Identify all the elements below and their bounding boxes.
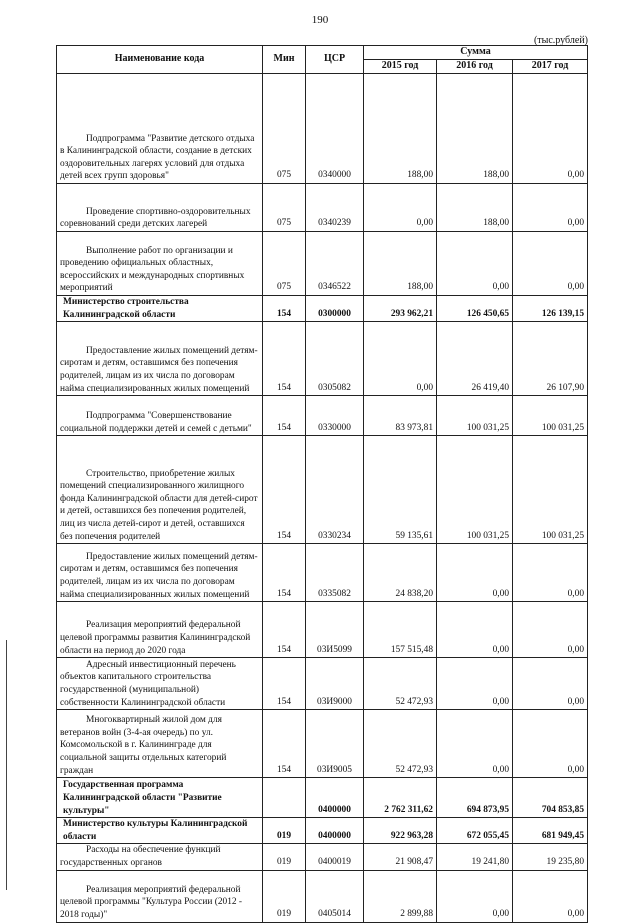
header-name: Наименование кода — [57, 46, 263, 74]
row-value-2017: 0,00 — [513, 710, 588, 778]
row-value-2016: 0,00 — [437, 544, 513, 602]
row-min: 075 — [263, 184, 306, 232]
table-row — [57, 602, 588, 658]
row-csr: 0330000 — [306, 396, 364, 436]
row-value-2017: 0,00 — [513, 74, 588, 184]
row-csr: 0330234 — [306, 436, 364, 544]
row-csr: 0340000 — [306, 74, 364, 184]
row-name: Предоставление жилых помещений детям-сиротам и детям, оставшимся без попечения родителей, лицам из их числа по договорам найма специализированных жилых помещений — [57, 544, 263, 602]
row-csr: 0400000 — [306, 818, 364, 844]
table-row — [57, 322, 588, 396]
row-min: 075 — [263, 232, 306, 296]
units-label: (тыс.рублей) — [533, 35, 588, 46]
row-value-2016: 0,00 — [437, 658, 513, 710]
table-row — [57, 710, 588, 778]
page-number: 190 — [311, 14, 329, 26]
header-sum: Сумма — [364, 46, 588, 60]
row-value-2015: 0,00 — [364, 184, 437, 232]
row-min: 154 — [263, 658, 306, 710]
row-csr: 03И9005 — [306, 710, 364, 778]
row-value-2016: 126 450,65 — [437, 296, 513, 322]
row-min: 154 — [263, 396, 306, 436]
row-min: 019 — [263, 818, 306, 844]
row-value-2015: 188,00 — [364, 74, 437, 184]
row-value-2017: 681 949,45 — [513, 818, 588, 844]
row-min: 154 — [263, 710, 306, 778]
row-csr: 0340239 — [306, 184, 364, 232]
row-value-2017: 0,00 — [513, 658, 588, 710]
header-2016: 2016 год — [437, 60, 513, 74]
row-value-2017: 19 235,80 — [513, 844, 588, 870]
row-name: Подпрограмма "Развитие детского отдыха в Калининградской области, создание в детских оздоровительных лагерях условий для отдыха детей всех групп здоровья" — [57, 74, 263, 184]
row-value-2015: 59 135,61 — [364, 436, 437, 544]
row-value-2017: 126 139,15 — [513, 296, 588, 322]
table-row — [57, 778, 588, 818]
row-name: Подпрограмма "Совершенствование социальной поддержки детей и семей с детьми" — [57, 396, 263, 436]
row-value-2015: 922 963,28 — [364, 818, 437, 844]
row-value-2015: 21 908,47 — [364, 844, 437, 870]
header-2017: 2017 год — [513, 60, 588, 74]
row-value-2016: 100 031,25 — [437, 396, 513, 436]
header-min: Мин — [263, 46, 306, 74]
row-csr: 03И5099 — [306, 602, 364, 658]
row-value-2017: 0,00 — [513, 184, 588, 232]
row-name: Расходы на обеспечение функций государственных органов — [57, 844, 263, 870]
table-row — [57, 184, 588, 232]
row-name: Министерство культуры Калининградской области — [57, 818, 263, 844]
table-row — [57, 544, 588, 602]
row-csr: 0400019 — [306, 844, 364, 870]
table-body — [57, 74, 588, 923]
row-value-2017: 0,00 — [513, 232, 588, 296]
row-name: Министерство строительства Калининградской области — [57, 296, 263, 322]
row-min: 154 — [263, 296, 306, 322]
table-row — [57, 74, 588, 184]
row-value-2016: 100 031,25 — [437, 436, 513, 544]
row-name: Предоставление жилых помещений детям-сиротам и детям, оставшимся без попечения родителей, лицам из их числа по договорам найма специализированных жилых помещений — [57, 322, 263, 396]
row-value-2015: 2 762 311,62 — [364, 778, 437, 818]
row-value-2017: 0,00 — [513, 544, 588, 602]
row-csr: 0400000 — [306, 778, 364, 818]
row-value-2017: 704 853,85 — [513, 778, 588, 818]
table-row — [57, 436, 588, 544]
row-value-2015: 52 472,93 — [364, 710, 437, 778]
row-name: Государственная программа Калининградской области "Развитие культуры" — [57, 778, 263, 818]
row-name: Адресный инвестиционный перечень объектов капитального строительства государственной (муниципальной) собственности Калининградской области — [57, 658, 263, 710]
row-min: 154 — [263, 602, 306, 658]
row-csr: 0405014 — [306, 870, 364, 922]
row-csr: 03И9000 — [306, 658, 364, 710]
row-min: 019 — [263, 870, 306, 922]
row-min: 154 — [263, 544, 306, 602]
row-min: 154 — [263, 322, 306, 396]
row-value-2017: 100 031,25 — [513, 396, 588, 436]
row-value-2016: 26 419,40 — [437, 322, 513, 396]
row-value-2016: 0,00 — [437, 710, 513, 778]
row-value-2015: 2 899,88 — [364, 870, 437, 922]
row-csr: 0346522 — [306, 232, 364, 296]
row-value-2017: 26 107,90 — [513, 322, 588, 396]
row-value-2015: 157 515,48 — [364, 602, 437, 658]
row-csr: 0300000 — [306, 296, 364, 322]
row-value-2016: 694 873,95 — [437, 778, 513, 818]
row-name: Строительство, приобретение жилых помещений специализированного жилищного фонда Калининградской области для детей-сирот и детей, оставшихся без попечения родителей, лиц из числа детей-сирот и детей, оставшихся без попечения родителей — [57, 436, 263, 544]
row-value-2015: 83 973,81 — [364, 396, 437, 436]
row-value-2015: 24 838,20 — [364, 544, 437, 602]
row-min: 075 — [263, 74, 306, 184]
header-2015: 2015 год — [364, 60, 437, 74]
table-row — [57, 296, 588, 322]
row-csr: 0305082 — [306, 322, 364, 396]
row-value-2015: 52 472,93 — [364, 658, 437, 710]
row-value-2015: 0,00 — [364, 322, 437, 396]
row-value-2016: 19 241,80 — [437, 844, 513, 870]
row-value-2015: 188,00 — [364, 232, 437, 296]
scan-edge-mark — [6, 640, 7, 890]
header-csr: ЦСР — [306, 46, 364, 74]
row-value-2016: 0,00 — [437, 232, 513, 296]
row-value-2016: 188,00 — [437, 184, 513, 232]
table-row — [57, 658, 588, 710]
budget-table — [56, 45, 588, 923]
row-min: 154 — [263, 436, 306, 544]
row-csr: 0335082 — [306, 544, 364, 602]
row-value-2016: 0,00 — [437, 602, 513, 658]
row-min: 019 — [263, 844, 306, 870]
row-value-2016: 188,00 — [437, 74, 513, 184]
row-value-2015: 293 962,21 — [364, 296, 437, 322]
row-name: Реализация мероприятий федеральной целевой программы "Культура России (2012 - 2018 годы)" — [57, 870, 263, 922]
table-row — [57, 396, 588, 436]
table-row — [57, 844, 588, 870]
table-row — [57, 818, 588, 844]
table-row — [57, 232, 588, 296]
row-min — [263, 778, 306, 818]
row-name: Многоквартирный жилой дом для ветеранов войн (3-4-ая очередь) по ул. Комсомольской в г. Калининграде для социальной защиты отдельных категорий граждан — [57, 710, 263, 778]
row-value-2016: 0,00 — [437, 870, 513, 922]
row-name: Выполнение работ по организации и проведению официальных областных, всероссийских и международных спортивных мероприятий — [57, 232, 263, 296]
row-name: Проведение спортивно-оздоровительных соревнований среди детских лагерей — [57, 184, 263, 232]
row-name: Реализация мероприятий федеральной целевой программы развития Калининградской области на период до 2020 года — [57, 602, 263, 658]
table-row — [57, 870, 588, 922]
row-value-2017: 0,00 — [513, 870, 588, 922]
row-value-2016: 672 055,45 — [437, 818, 513, 844]
row-value-2017: 0,00 — [513, 602, 588, 658]
row-value-2017: 100 031,25 — [513, 436, 588, 544]
